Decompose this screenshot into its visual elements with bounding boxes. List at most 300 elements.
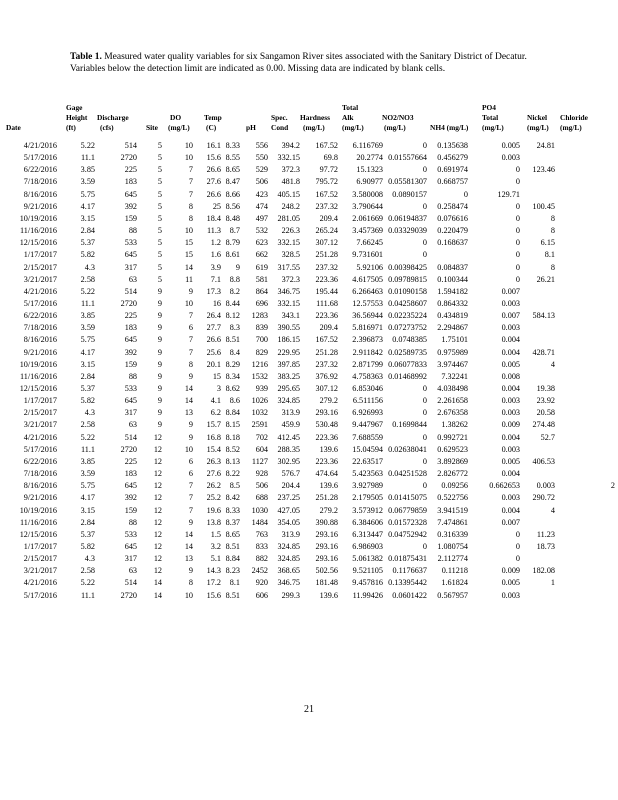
cell-spec-cond: 2591 [251, 420, 268, 430]
header-alk-1: Total [342, 103, 359, 112]
cell-po4: 0 [515, 541, 520, 551]
cell-spec-cond: 1532 [251, 371, 268, 381]
cell-alk: 139.6 [319, 444, 338, 454]
cell-nh4: 0.01415075 [388, 493, 427, 503]
cell-spec-cond: 939 [255, 384, 268, 393]
cell-hardness: 412.45 [277, 432, 300, 442]
cell-date: 4/21/2016 [23, 141, 57, 150]
cell-nh4b: 1.38262 [441, 420, 468, 430]
cell-nh4: 0 [422, 165, 427, 175]
cell-nickel: 100.45 [532, 201, 555, 211]
cell-site: 12 [153, 493, 162, 503]
cell-hardness: 204.4 [281, 481, 300, 491]
cell-gage: 3.59 [80, 177, 95, 187]
cell-nh4: 0.09789815 [388, 274, 427, 284]
cell-no2no3: 3.580008 [352, 189, 383, 199]
cell-nickel: 8 [550, 213, 555, 223]
cell-do: 7 [188, 505, 193, 515]
cell-ph: 8.52 [225, 444, 240, 454]
cell-ph: 8.84 [225, 554, 240, 564]
cell-no2no3: 7.688559 [352, 432, 383, 442]
table-row [0, 456, 618, 468]
cell-hardness: 383.25 [277, 371, 300, 381]
cell-nh4: 0.04258607 [388, 298, 427, 308]
cell-no2no3: 3.457369 [352, 226, 383, 236]
cell-nh4: 0 [422, 541, 427, 551]
cell-hardness: 346.75 [277, 578, 300, 588]
cell-nickel: 19.38 [536, 384, 555, 393]
cell-ph: 8.29 [225, 359, 240, 369]
cell-discharge: 645 [124, 396, 137, 406]
cell-no2no3: 9.521105 [352, 566, 383, 576]
cell-ph: 8.51 [225, 590, 240, 600]
cell-date: 5/17/2016 [23, 590, 57, 600]
cell-nh4b: 0.135638 [437, 141, 468, 150]
cell-do: 9 [188, 517, 193, 527]
cell-date: 8/16/2016 [23, 481, 57, 491]
cell-spec-cond: 619 [255, 262, 268, 272]
cell-temp: 17.2 [206, 578, 221, 588]
cell-nh4: 0.01557664 [388, 153, 427, 163]
cell-po4: 0.005 [501, 456, 520, 466]
cell-alk: 251.28 [315, 347, 338, 357]
header-po4-1: PO4 [482, 103, 496, 112]
cell-ph: 8.79 [225, 238, 240, 248]
cell-po4: 0.003 [501, 444, 520, 454]
table-row [0, 577, 618, 589]
cell-hardness: 299.3 [281, 590, 300, 600]
cell-spec-cond: 550 [255, 153, 268, 163]
cell-site: 9 [157, 335, 162, 345]
cell-discharge: 88 [128, 371, 137, 381]
cell-po4: 0 [515, 238, 520, 248]
cell-nh4: 0 [422, 396, 427, 406]
cell-site: 14 [153, 590, 162, 600]
cell-gage: 2.58 [80, 566, 95, 576]
cell-do: 6 [188, 456, 193, 466]
cell-alk: 237.32 [315, 262, 338, 272]
cell-alk: 293.16 [315, 541, 338, 551]
cell-nickel: 4 [550, 505, 555, 515]
cell-ph: 8.12 [225, 311, 240, 321]
header-hardness-2: (mg/L) [303, 123, 325, 132]
cell-discharge: 63 [128, 566, 137, 576]
cell-alk: 795.72 [315, 177, 338, 187]
cell-date: 8/16/2016 [23, 335, 57, 345]
cell-temp: 27.6 [206, 469, 221, 479]
cell-no2no3: 5.423563 [352, 469, 383, 479]
table-row [0, 274, 618, 286]
cell-hardness: 302.95 [277, 456, 300, 466]
cell-discharge: 317 [124, 408, 137, 418]
cell-spec-cond: 556 [255, 141, 268, 150]
header-hardness-1: Hardness [300, 113, 330, 122]
cell-nickel: 20.58 [536, 408, 555, 418]
table-row [0, 334, 618, 346]
cell-po4: 0 [515, 213, 520, 223]
table-row [0, 432, 618, 444]
cell-hardness: 328.5 [281, 250, 300, 260]
cell-po4: 0 [515, 177, 520, 187]
cell-do: 10 [184, 153, 193, 163]
cell-discharge: 533 [124, 384, 137, 393]
table-row [0, 359, 618, 371]
cell-nh4b: 3.892869 [437, 456, 468, 466]
cell-do: 7 [188, 335, 193, 345]
cell-spec-cond: 1026 [251, 396, 268, 406]
cell-alk: 167.52 [315, 335, 338, 345]
cell-site: 9 [157, 384, 162, 393]
cell-date: 6/22/2016 [23, 311, 57, 321]
cell-nickel: 8.1 [544, 250, 555, 260]
cell-no2no3: 9.457816 [352, 578, 383, 588]
cell-hardness: 346.75 [277, 286, 300, 296]
cell-temp: 4.1 [210, 396, 221, 406]
cell-temp: 18.4 [206, 213, 221, 223]
cell-site: 9 [157, 371, 162, 381]
cell-spec-cond: 839 [255, 323, 268, 333]
cell-nh4: 0 [422, 384, 427, 393]
cell-gage: 5.37 [80, 238, 95, 248]
cell-site: 5 [157, 189, 162, 199]
cell-temp: 7.1 [210, 274, 221, 284]
cell-nh4b: 0.992721 [437, 432, 468, 442]
cell-temp: 13.8 [206, 517, 221, 527]
cell-nickel: 23.92 [536, 396, 555, 406]
cell-hardness: 332.15 [277, 153, 300, 163]
cell-temp: 5.1 [210, 554, 221, 564]
cell-ph: 8.37 [225, 517, 240, 527]
cell-nh4: 0.0748385 [392, 335, 427, 345]
cell-site: 9 [157, 420, 162, 430]
cell-gage: 3.85 [80, 165, 95, 175]
cell-site: 5 [157, 213, 162, 223]
cell-nh4b: 0.864332 [437, 298, 468, 308]
cell-no2no3: 6.853046 [352, 384, 383, 393]
cell-gage: 5.37 [80, 529, 95, 539]
header-gage-3: (ft) [66, 123, 76, 132]
cell-site: 12 [153, 566, 162, 576]
cell-site: 14 [153, 578, 162, 588]
cell-temp: 20.1 [206, 359, 221, 369]
cell-gage: 5.75 [80, 481, 95, 491]
cell-ph: 8.4 [229, 347, 240, 357]
table-row [0, 189, 618, 201]
cell-no2no3: 2.179505 [352, 493, 383, 503]
cell-gage: 4.3 [84, 408, 95, 418]
cell-nh4: 0.1176637 [392, 566, 427, 576]
cell-spec-cond: 864 [255, 286, 268, 296]
cell-alk: 111.68 [316, 298, 338, 308]
cell-nh4: 0.02638041 [388, 444, 427, 454]
table-row [0, 468, 618, 480]
table-row [0, 347, 618, 359]
cell-no2no3: 12.57553 [352, 298, 383, 308]
cell-po4: 0.007 [501, 517, 520, 527]
cell-site: 12 [153, 517, 162, 527]
cell-no2no3: 6.266463 [352, 286, 383, 296]
cell-no2no3: 15.1323 [356, 165, 383, 175]
cell-do: 7 [188, 189, 193, 199]
cell-no2no3: 2.911842 [352, 347, 383, 357]
cell-temp: 14.3 [206, 566, 221, 576]
cell-hardness: 332.15 [277, 298, 300, 308]
header-discharge-1: Discharge [97, 113, 129, 122]
cell-po4: 0 [515, 274, 520, 284]
cell-nickel: 123.46 [532, 165, 555, 175]
cell-discharge: 533 [124, 529, 137, 539]
cell-nh4b: 3.974467 [437, 359, 468, 369]
cell-site: 9 [157, 286, 162, 296]
cell-ph: 8.61 [225, 250, 240, 260]
cell-gage: 4.17 [80, 347, 95, 357]
header-nickel-2: (mg/L) [527, 123, 549, 132]
cell-ph: 8.65 [225, 529, 240, 539]
cell-no2no3: 4.617505 [352, 274, 383, 284]
cell-hardness: 354.05 [277, 517, 300, 527]
cell-alk: 139.6 [319, 481, 338, 491]
table-row [0, 480, 618, 492]
cell-alk: 307.12 [315, 384, 338, 393]
cell-do: 7 [188, 165, 193, 175]
cell-ph: 8.1 [229, 578, 240, 588]
cell-nh4: 0.01090158 [388, 286, 427, 296]
cell-date: 11/16/2016 [20, 517, 57, 527]
cell-hardness: 427.05 [277, 505, 300, 515]
cell-date: 1/17/2017 [23, 541, 57, 551]
cell-temp: 26.6 [206, 189, 221, 199]
cell-do: 6 [188, 469, 193, 479]
cell-alk: 195.44 [315, 286, 338, 296]
cell-hardness: 332.15 [277, 238, 300, 248]
cell-alk: 307.12 [315, 238, 338, 248]
table-row [0, 310, 618, 322]
cell-ph: 8.84 [225, 408, 240, 418]
cell-ph: 8.55 [225, 153, 240, 163]
cell-nh4: 0.04752942 [388, 529, 427, 539]
table-row [0, 383, 618, 395]
cell-ph: 8.18 [225, 432, 240, 442]
cell-nickel: 4 [550, 359, 555, 369]
cell-gage: 5.22 [80, 578, 95, 588]
cell-hardness: 288.35 [277, 444, 300, 454]
header-po4-2: Total [482, 113, 499, 122]
cell-hardness: 281.05 [277, 213, 300, 223]
cell-temp: 16.1 [206, 141, 221, 150]
table-row [0, 541, 618, 553]
cell-gage: 3.59 [80, 469, 95, 479]
cell-alk: 97.72 [319, 165, 338, 175]
cell-no2no3: 3.573912 [352, 505, 383, 515]
cell-gage: 11.1 [80, 444, 95, 454]
cell-nh4b: 7.474861 [437, 517, 468, 527]
cell-site: 12 [153, 432, 162, 442]
cell-nh4: 0 [422, 250, 427, 260]
cell-gage: 11.1 [80, 153, 95, 163]
cell-ph: 8.48 [225, 213, 240, 223]
cell-ph: 8.34 [225, 371, 240, 381]
cell-site: 9 [157, 298, 162, 308]
cell-nickel: 274.48 [532, 420, 555, 430]
cell-alk: 251.28 [315, 250, 338, 260]
cell-spec-cond: 506 [255, 177, 268, 187]
cell-site: 5 [157, 153, 162, 163]
cell-temp: 15.7 [206, 420, 221, 430]
cell-discharge: 533 [124, 238, 137, 248]
cell-alk: 237.32 [315, 201, 338, 211]
cell-nh4b: 0.975989 [437, 347, 468, 357]
cell-spec-cond: 623 [255, 238, 268, 248]
cell-nh4: 0.03329039 [388, 226, 427, 236]
cell-nh4b: 1.594182 [437, 286, 468, 296]
cell-date: 2/15/2017 [23, 262, 57, 272]
cell-discharge: 514 [124, 141, 137, 150]
cell-do: 13 [184, 554, 193, 564]
table-row [0, 201, 618, 213]
cell-do: 7 [188, 177, 193, 187]
cell-hardness: 226.3 [281, 226, 300, 236]
cell-temp: 27.7 [206, 323, 221, 333]
cell-po4: 0.005 [501, 359, 520, 369]
cell-ph: 8.2 [229, 286, 240, 296]
table-row [0, 322, 618, 334]
cell-hardness: 313.9 [281, 529, 300, 539]
cell-po4: 0 [515, 165, 520, 175]
cell-po4: 0 [515, 250, 520, 260]
cell-nh4b: 0.691974 [437, 165, 468, 175]
cell-nh4b: 0.11218 [441, 566, 468, 576]
cell-temp: 26.2 [206, 481, 221, 491]
cell-date: 7/18/2016 [23, 469, 57, 479]
header-gage-2: Height [66, 113, 88, 122]
cell-gage: 4.17 [80, 493, 95, 503]
cell-site: 12 [153, 481, 162, 491]
cell-site: 12 [153, 554, 162, 564]
table-row [0, 395, 618, 407]
cell-no2no3: 2.396873 [352, 335, 383, 345]
cell-gage: 4.3 [84, 262, 95, 272]
cell-do: 14 [184, 262, 193, 272]
cell-do: 14 [184, 529, 193, 539]
cell-gage: 5.75 [80, 189, 95, 199]
cell-nh4: 0.0601422 [392, 590, 427, 600]
cell-do: 7 [188, 481, 193, 491]
cell-gage: 3.15 [80, 505, 95, 515]
cell-no2no3: 6.384606 [352, 517, 383, 527]
cell-po4: 0.008 [501, 371, 520, 381]
cell-temp: 1.5 [210, 529, 221, 539]
cell-spec-cond: 532 [255, 226, 268, 236]
cell-po4: 0.005 [501, 141, 520, 150]
cell-discharge: 63 [128, 420, 137, 430]
cell-site: 12 [153, 444, 162, 454]
cell-po4: 0.004 [501, 469, 520, 479]
cell-alk: 293.16 [315, 554, 338, 564]
cell-spec-cond: 1484 [251, 517, 268, 527]
cell-alk: 209.4 [319, 213, 338, 223]
cell-gage: 3.59 [80, 323, 95, 333]
cell-nh4b: 0.629523 [437, 444, 468, 454]
cell-hardness: 372.3 [281, 165, 300, 175]
cell-ph: 8.47 [225, 177, 240, 187]
cell-no2no3: 6.986903 [352, 541, 383, 551]
table-row [0, 565, 618, 577]
cell-po4: 0.003 [501, 153, 520, 163]
cell-gage: 11.1 [80, 590, 95, 600]
cell-hardness: 390.55 [277, 323, 300, 333]
cell-ph: 8.66 [225, 189, 240, 199]
cell-do: 10 [184, 298, 193, 308]
cell-hardness: 397.85 [277, 359, 300, 369]
cell-spec-cond: 2452 [251, 566, 268, 576]
cell-site: 12 [153, 469, 162, 479]
cell-temp: 3 [216, 384, 221, 393]
cell-temp: 11.3 [206, 226, 221, 236]
cell-do: 7 [188, 493, 193, 503]
cell-date: 5/17/2016 [23, 444, 57, 454]
cell-site: 9 [157, 396, 162, 406]
cell-nh4b: 0.258474 [437, 201, 468, 211]
cell-date: 11/16/2016 [20, 371, 57, 381]
cell-do: 14 [184, 384, 193, 393]
cell-site: 5 [157, 165, 162, 175]
cell-no2no3: 9.447967 [352, 420, 383, 430]
cell-gage: 4.17 [80, 201, 95, 211]
cell-site: 5 [157, 238, 162, 248]
cell-do: 9 [188, 432, 193, 442]
cell-date: 10/19/2016 [19, 359, 57, 369]
cell-chloride: 2 [610, 481, 615, 491]
cell-po4: 0.662653 [489, 481, 520, 491]
cell-temp: 15 [212, 371, 221, 381]
cell-spec-cond: 700 [255, 335, 268, 345]
cell-temp: 25 [212, 201, 221, 211]
cell-alk: 265.24 [315, 226, 338, 236]
cell-hardness: 394.2 [281, 141, 300, 150]
cell-site: 9 [157, 347, 162, 357]
cell-temp: 1.6 [210, 250, 221, 260]
table-row [0, 590, 618, 602]
cell-temp: 26.6 [206, 165, 221, 175]
cell-site: 5 [157, 177, 162, 187]
cell-gage: 3.85 [80, 311, 95, 321]
cell-alk: 293.16 [315, 408, 338, 418]
cell-ph: 8.23 [225, 566, 240, 576]
cell-date: 3/21/2017 [23, 420, 57, 430]
cell-po4: 0.003 [501, 493, 520, 503]
cell-no2no3: 11.99426 [352, 590, 383, 600]
cell-alk: 376.92 [315, 371, 338, 381]
table-row [0, 517, 618, 529]
cell-hardness: 368.65 [277, 566, 300, 576]
cell-alk: 69.8 [323, 153, 338, 163]
header-spec-1: Spec. [271, 113, 288, 122]
cell-alk: 530.48 [315, 420, 338, 430]
cell-alk: 139.6 [319, 590, 338, 600]
cell-site: 9 [157, 323, 162, 333]
cell-alk: 181.48 [315, 578, 338, 588]
cell-po4: 0.003 [501, 323, 520, 333]
table-row [0, 419, 618, 431]
cell-nh4b: 2.826772 [437, 469, 468, 479]
cell-nh4: 0.05581307 [388, 177, 427, 187]
cell-nh4b: 0.567957 [437, 590, 468, 600]
cell-nickel: 584.13 [532, 311, 555, 321]
cell-nh4: 0 [422, 141, 427, 150]
cell-spec-cond: 920 [255, 578, 268, 588]
cell-temp: 16.8 [206, 432, 221, 442]
cell-do: 15 [184, 250, 193, 260]
